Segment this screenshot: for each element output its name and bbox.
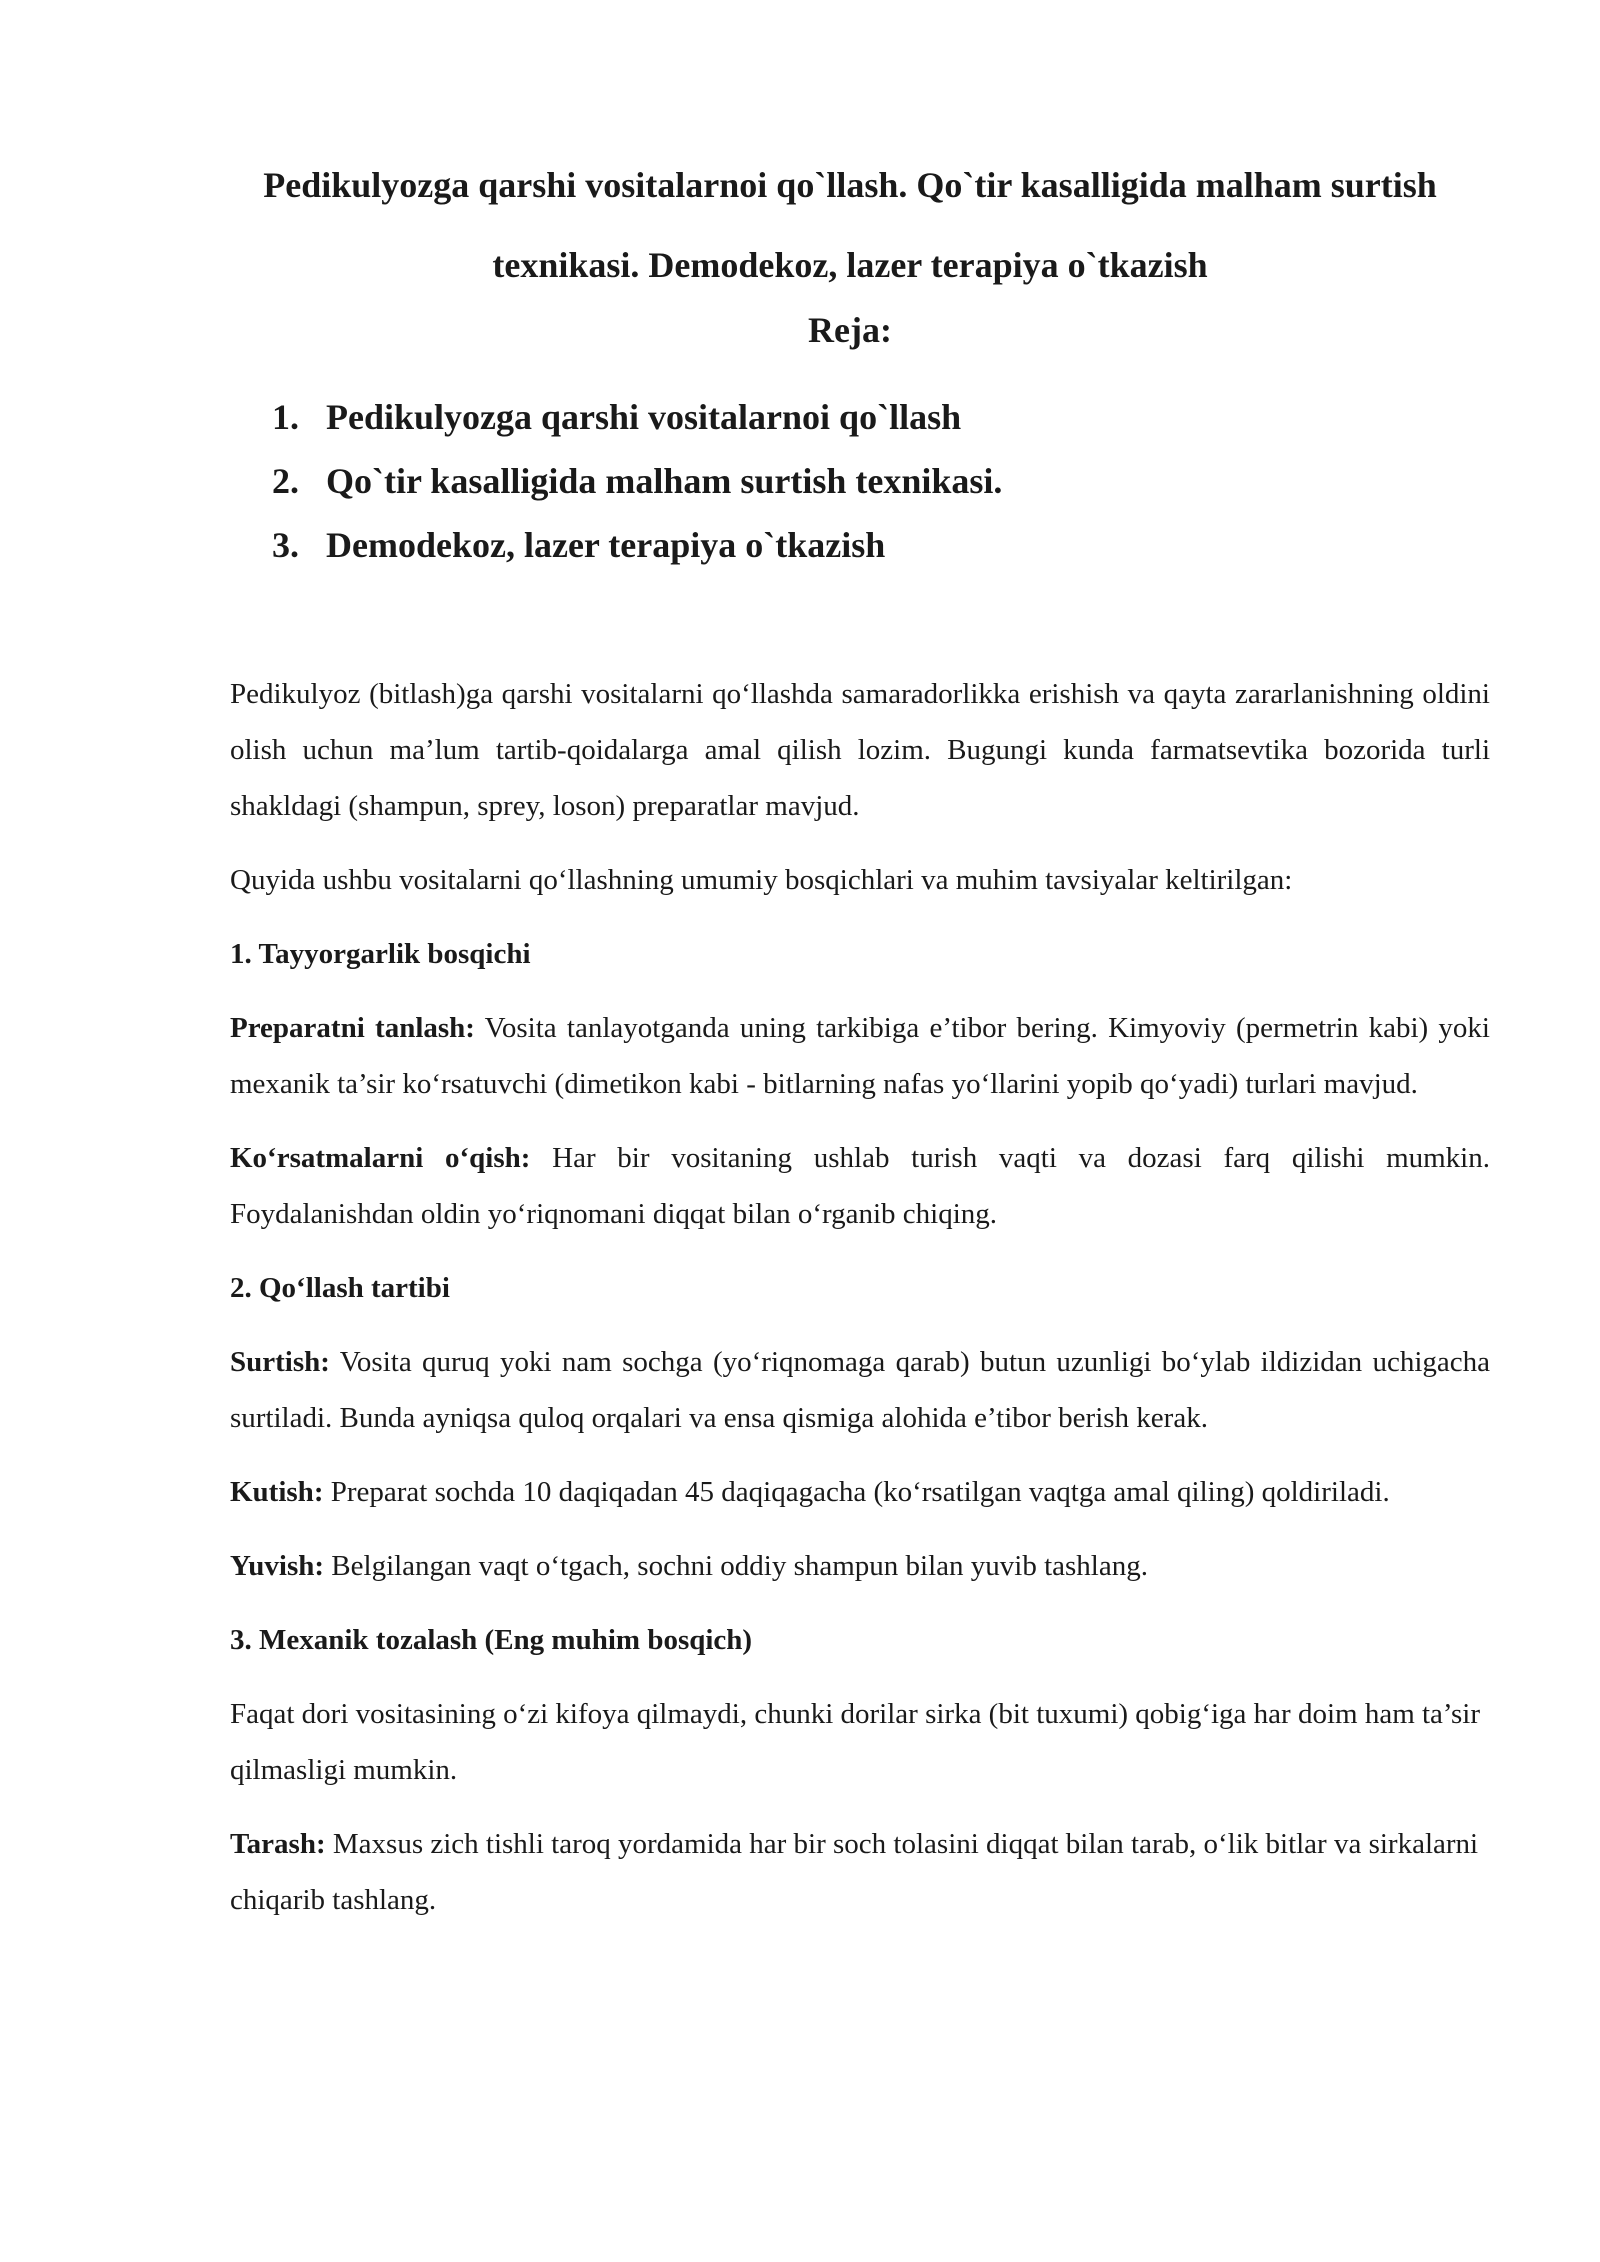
- paragraph-comb: [230, 1816, 1490, 1928]
- section-heading-mechanical-cleaning: 3. Mexanik tozalash (Eng muhim bosqich): [230, 1624, 753, 1656]
- plan-item-number: 2.: [272, 461, 299, 501]
- plan-item: [272, 513, 1002, 577]
- plan-item-number: 1.: [272, 397, 299, 437]
- term-label: Surtish:: [230, 1346, 330, 1378]
- paragraph-read-instructions: [230, 1130, 1490, 1242]
- document-title: Pedikulyozga qarshi vositalarnoi qo`llash. Qo`tir kasalligida malham surtish texnikasi. Demodekoz, lazer terapiya o`tkazish: [263, 165, 1437, 285]
- document-body: [230, 666, 1490, 1946]
- paragraph-choose-preparation: [230, 1000, 1490, 1112]
- paragraph-wash: [230, 1538, 1490, 1594]
- section-heading-application: 2. Qo‘llash tartibi: [230, 1272, 450, 1304]
- term-text: Vosita tanlayotganda uning tarkibiga e’tibor bering. Kimyoviy (permetrin kabi) yoki mexanik ta’sir ko‘rsatuvchi (dimetikon kabi - bitlarning nafas yo‘llarini yopib qo‘yadi) turlari mavjud.: [230, 1012, 1490, 1100]
- term-text: Har bir vositaning ushlab turish vaqti va dozasi farq qilishi mumkin. Foydalanishdan oldin yo‘riqnomani diqqat bilan o‘rganib chiqing.: [230, 1142, 1490, 1230]
- plan-item-text: Pedikulyozga qarshi vositalarnoi qo`llash: [326, 397, 962, 437]
- plan-item-text: Qo`tir kasalligida malham surtish texnikasi.: [326, 461, 1003, 501]
- term-label: Preparatni tanlash:: [230, 1012, 475, 1044]
- term-text: Maxsus zich tishli taroq yordamida har bir soch tolasini diqqat bilan tarab, o‘lik bitlar va sirkalarni chiqarib tashlang.: [230, 1828, 1479, 1916]
- section-heading-preparation: 1. Tayyorgarlik bosqichi: [230, 938, 531, 970]
- plan-list: [272, 385, 1002, 577]
- term-label: Ko‘rsatmalarni o‘qish:: [230, 1142, 531, 1174]
- plan-item: [272, 449, 1002, 513]
- lead-paragraph: Quyida ushbu vositalarni qo‘llashning umumiy bosqichlari va muhim tavsiyalar keltirilgan:: [230, 864, 1293, 896]
- paragraph-wait: [230, 1464, 1490, 1520]
- term-text: Vosita quruq yoki nam sochga (yo‘riqnomaga qarab) butun uzunligi bo‘ylab ildizidan uchigacha surtiladi. Bunda ayniqsa quloq orqalari va ensa qismiga alohida e’tibor berish kerak.: [230, 1346, 1490, 1434]
- paragraph-medicine-insufficient: Faqat dori vositasining o‘zi kifoya qilmaydi, chunki dorilar sirka (bit tuxumi) qobig‘iga har doim ham ta’sir qilmasligi mumkin.: [230, 1698, 1480, 1786]
- paragraph-apply: [230, 1334, 1490, 1446]
- term-text: Belgilangan vaqt o‘tgach, sochni oddiy shampun bilan yuvib tashlang.: [324, 1550, 1148, 1582]
- plan-item-number: 3.: [272, 525, 299, 565]
- plan-item: [272, 385, 1002, 449]
- plan-heading: Reja:: [808, 310, 892, 350]
- plan-item-text: Demodekoz, lazer terapiya o`tkazish: [326, 525, 886, 565]
- intro-paragraph: Pedikulyoz (bitlash)ga qarshi vositalarni qo‘llashda samaradorlikka erishish va qayta zararlanishning oldini olish uchun ma’lum tartib-qoidalarga amal qilish lozim. Bugungi kunda farmatsevtika bozorida turli shakldagi (shampun, sprey, loson) preparatlar mavjud.: [230, 678, 1490, 822]
- term-text: Preparat sochda 10 daqiqadan 45 daqiqagacha (ko‘rsatilgan vaqtga amal qiling) qoldiriladi.: [323, 1476, 1390, 1508]
- term-label: Tarash:: [230, 1828, 326, 1860]
- term-label: Kutish:: [230, 1476, 324, 1508]
- term-label: Yuvish:: [230, 1550, 325, 1582]
